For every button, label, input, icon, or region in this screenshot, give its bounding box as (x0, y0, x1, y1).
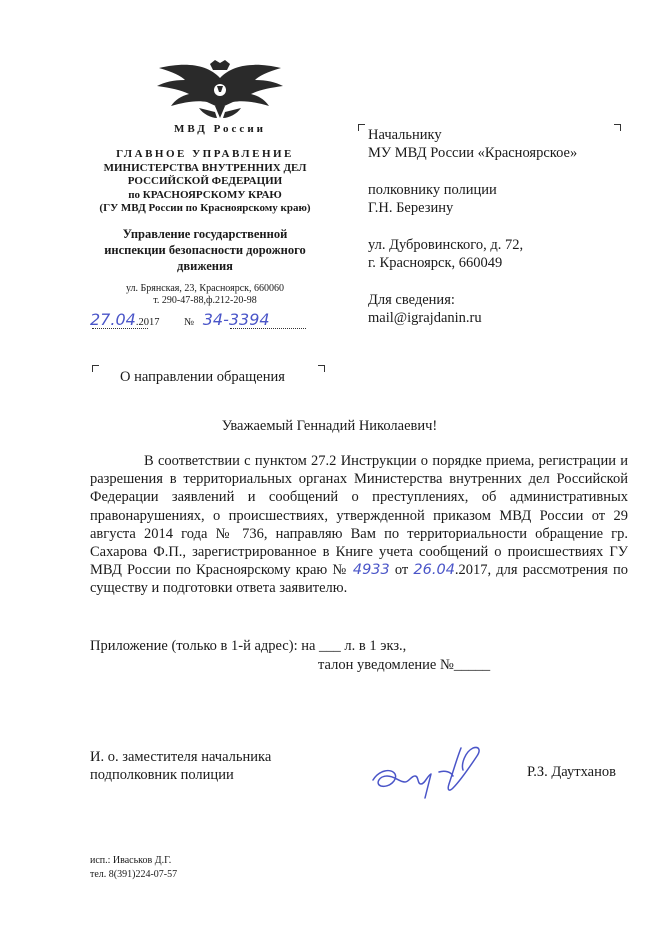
subject-bracket-left (92, 365, 99, 372)
sender-address: ул. Брянская, 23, Красноярск, 660060 (125, 283, 285, 294)
reg-no-handwritten: 34-3394 (202, 310, 270, 329)
attachment-note (90, 637, 490, 675)
subject-line: О направлении обращения (120, 369, 285, 385)
org-line: по КРАСНОЯРСКОМУ КРАЮ (128, 188, 282, 201)
handwritten-registration-date: 26.04 (413, 562, 455, 579)
handwritten-registration-number: 4933 (352, 562, 390, 579)
reg-no-underline (230, 328, 306, 329)
sender-contacts (110, 283, 300, 307)
body-text-part: .2017, для рассмотрения по существу и подготовки ответа заявителю. (90, 562, 629, 597)
handwritten-signature (365, 742, 495, 802)
signer-position-line: И. о. заместителя начальника (90, 749, 272, 765)
recipient-title: Начальнику (368, 127, 442, 143)
department-line: инспекции безопасности дорожного (104, 243, 306, 257)
sender-phone: т. 290-47-88,ф.212-20-98 (153, 295, 257, 306)
salutation: Уважаемый Геннадий Николаевич! (221, 418, 438, 434)
org-line: (ГУ МВД России по Красноярскому краю) (99, 202, 311, 214)
attachment-line: талон уведомление №_____ (318, 657, 491, 673)
body-text-part: от (394, 562, 409, 579)
executor-phone: тел. 8(391)224-07-57 (90, 869, 178, 880)
department-line: Управление государственной (122, 227, 288, 241)
info-copy-label: Для сведения: (368, 292, 455, 308)
org-line: МИНИСТЕРСТВА ВНУТРЕННИХ ДЕЛ (103, 161, 307, 174)
recipient-org: МУ МВД России «Красноярское» (368, 145, 578, 161)
reg-date-underline (92, 328, 148, 329)
recipient-bracket-right (614, 124, 621, 131)
body-text-part: В соответствии с пунктом 27.2 Инструкции о порядке приема, регистрации и разрешения в территориальных органах Министерства внутренних дел Российской Федерации заявлений и сообщений о преступлениях, об административных правонарушениях, о происшествиях, утвержденной приказом МВД России от 29 августа 2014 года № 736, направляю Вам по территориальности обращение гр. Сахарова Ф.П., зарегистрированное в Книге учета сообщений о происшествиях ГУ МВД России по Красноярскому краю № (90, 453, 628, 579)
executor-name: исп.: Иваськов Д.Г. (90, 855, 172, 866)
recipient-rank: полковнику полиции (368, 182, 497, 198)
signer-position (90, 748, 271, 784)
info-copy-email: mail@igrajdanin.ru (368, 310, 482, 326)
signer-name: Р.З. Даутханов (527, 764, 616, 780)
department-name (95, 226, 315, 274)
reg-year: .2017 (135, 317, 160, 328)
letter-body (90, 452, 628, 598)
org-line: ГЛАВНОЕ УПРАВЛЕНИЕ (116, 148, 294, 160)
reg-date-handwritten: 27.04 (90, 310, 136, 329)
reg-no-label: № (184, 317, 195, 328)
attachment-line: Приложение (только в 1-й адрес): на ___ л. в 1 экз., (90, 638, 407, 654)
mvd-eagle-emblem (155, 58, 285, 120)
organization-name (80, 148, 330, 216)
recipient-name: Г.Н. Березину (368, 200, 454, 216)
recipient-address-city: г. Красноярск, 660049 (368, 255, 503, 271)
ministry-short-name: МВД России (173, 123, 266, 135)
executor-info (90, 854, 177, 882)
registration-line (90, 310, 320, 332)
recipient-bracket-left (358, 124, 365, 131)
recipient-address-street: ул. Дубровинского, д. 72, (368, 237, 524, 253)
subject-bracket-right (318, 365, 325, 372)
signer-position-line: подполковник полиции (90, 767, 234, 783)
department-line: движения (177, 259, 233, 273)
org-line: РОССИЙСКОЙ ФЕДЕРАЦИИ (127, 175, 283, 187)
